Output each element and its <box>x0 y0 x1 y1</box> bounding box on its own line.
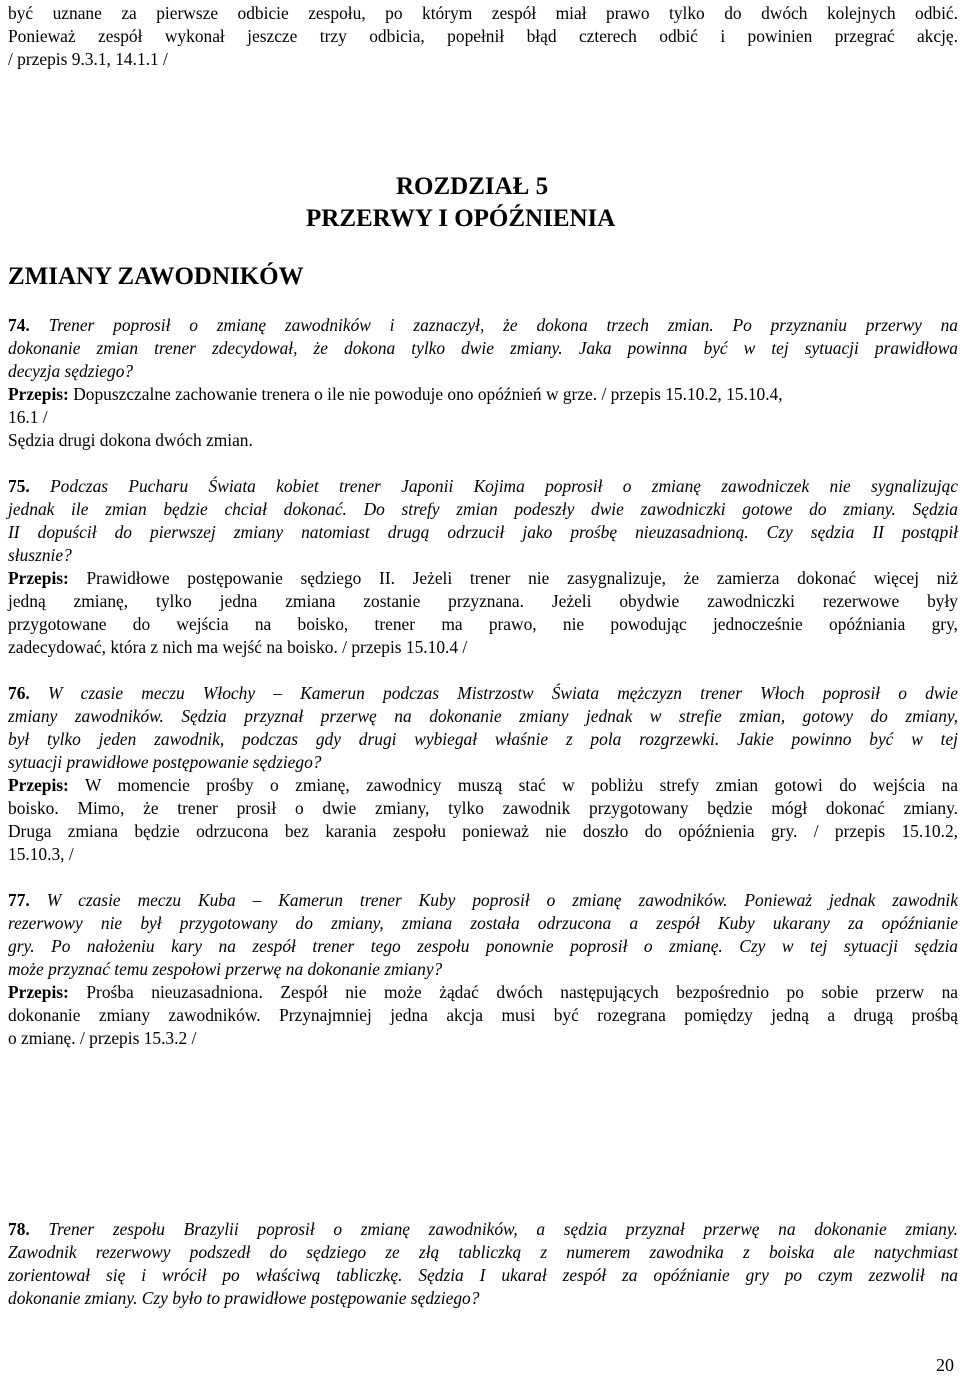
rule-label: Przepis: <box>8 775 69 795</box>
answer-76-line-1 <box>8 774 958 797</box>
question-75-line-4: słusznie? <box>8 545 72 565</box>
question-75-line-2: jednak ile zmian będzie chciał dokonać. Do strefy zmian podeszły dwie zawodniczki gotowe do zmiany. Sędzia <box>8 499 958 519</box>
rule-label: Przepis: <box>8 568 69 588</box>
answer-74-line-2: 16.1 / <box>8 407 48 427</box>
question-number: 75. <box>8 476 30 496</box>
answer-75-line-1 <box>8 567 958 590</box>
rule-label: Przepis: <box>8 384 69 404</box>
answer-77-line-3: o zmianę. / przepis 15.3.2 / <box>8 1028 197 1048</box>
question-number: 76. <box>8 683 30 703</box>
page-number: 20 <box>936 1355 954 1375</box>
question-number: 74. <box>8 315 30 335</box>
question-78-line-3: zorientował się i wrócił po właściwą tabliczkę. Sędzia I ukarał zespół za opóźnianie gry po czym zezwolił na <box>8 1265 958 1285</box>
question-text: W czasie meczu Kuba – Kamerun trener Kuby poprosił o zmianę zawodników. Ponieważ jednak zawodnik <box>46 890 958 910</box>
answer-text: Prawidłowe postępowanie sędziego II. Jeżeli trener nie zasygnalizuje, że zamierza dokonać więcej niż <box>86 568 958 588</box>
question-75-line-1 <box>8 475 958 498</box>
question-76-line-3: był tylko jeden zawodnik, podczas gdy drugi wybiegał właśnie z pola rozgrzewki. Jakie powinno być w tej <box>8 729 958 749</box>
answer-76-line-2: boisko. Mimo, że trener prosił o dwie zmiany, tylko zawodnik przygotowany będzie mógł dokonać zmiany. <box>8 798 958 818</box>
question-text: W czasie meczu Włochy – Kamerun podczas Mistrzostw Świata mężczyzn trener Włoch poprosił o dwie <box>47 683 958 703</box>
question-number: 78. <box>8 1219 30 1239</box>
answer-74-line-1 <box>8 383 958 406</box>
chapter-number: ROZDZIAŁ 5 <box>396 173 549 200</box>
question-77-line-4: może przyznać temu zespołowi przerwę na dokonanie zmiany? <box>8 959 443 979</box>
question-text: Trener poprosił o zmianę zawodników i zaznaczył, że dokona trzech zmian. Po przyznaniu przerwy na <box>48 315 958 335</box>
question-75-line-3: II dopuścił do pierwszej zmiany natomiast drugą odrzucił jako prośbę nieuzasadnioną. Czy sędzia II postąpił <box>8 522 958 542</box>
intro-line-2: Ponieważ zespół wykonał jeszcze trzy odbicia, popełnił błąd czterech odbić i powinien przegrać akcję. <box>8 26 958 46</box>
answer-text: Prośba nieuzasadniona. Zespół nie może żądać dwóch następujących bezpośrednio po sobie przerw na <box>86 982 958 1002</box>
question-77-line-2: rezerwowy nie był przygotowany do zmiany, zmiana została odrzucona a zespół Kuby ukarany za opóźnianie <box>8 913 958 933</box>
question-77-line-3: gry. Po nałożeniu kary na zespół trener tego zespołu ponownie poprosił o zmianę. Czy w tej sytuacji sędzia <box>8 936 958 956</box>
question-76-line-2: zmiany zawodników. Sędzia przyznał przerwę na dokonanie zmiany jednak w strefie zmian, gotowy do zmiany, <box>8 706 958 726</box>
question-76-line-4: sytuacji prawidłowe postępowanie sędziego? <box>8 752 322 772</box>
answer-76-line-4: 15.10.3, / <box>8 844 74 864</box>
answer-77-line-1 <box>8 981 958 1004</box>
section-title: ZMIANY ZAWODNIKÓW <box>8 263 304 290</box>
question-number: 77. <box>8 890 30 910</box>
question-74-line-3: decyzja sędziego? <box>8 361 134 381</box>
answer-text: W momencie prośby o zmianę, zawodnicy muszą stać w pobliżu strefy zmian gotowi do wejścia na <box>84 775 958 795</box>
rule-label: Przepis: <box>8 982 69 1002</box>
answer-77-line-2: dokonanie zmiany zawodników. Przynajmniej jedna akcja musi być rozegrana pomiędzy jedną a drugą prośbą <box>8 1005 958 1025</box>
intro-line-1: być uznane za pierwsze odbicie zespołu, po którym zespół miał prawo tylko do dwóch kolejnych odbić. <box>8 3 958 23</box>
question-74-line-1 <box>8 314 958 337</box>
answer-74-line-3: Sędzia drugi dokona dwóch zmian. <box>8 430 253 450</box>
question-78-line-2: Zawodnik rezerwowy podszedł do sędziego ze złą tabliczką z numerem zawodnika z boiska ale natychmiast <box>8 1242 958 1262</box>
chapter-title: PRZERWY I OPÓŹNIENIA <box>306 205 616 232</box>
intro-rule-reference: / przepis 9.3.1, 14.1.1 / <box>8 49 168 69</box>
answer-75-line-4: zadecydować, która z nich ma wejść na boisko. / przepis 15.10.4 / <box>8 637 468 657</box>
question-text: Podczas Pucharu Świata kobiet trener Japonii Kojima poprosił o zmianę zawodniczek nie sygnalizując <box>50 476 958 496</box>
answer-text: Dopuszczalne zachowanie trenera o ile nie powoduje ono opóźnień w grze. / przepis 15.10.2, 15.10.4, <box>73 384 783 404</box>
question-77-line-1 <box>8 889 958 912</box>
question-text: Trener zespołu Brazylii poprosił o zmianę zawodników, a sędzia przyznał przerwę na dokonanie zmiany. <box>48 1219 958 1239</box>
question-76-line-1 <box>8 682 958 705</box>
question-78-line-4: dokonanie zmiany. Czy było to prawidłowe postępowanie sędziego? <box>8 1288 480 1308</box>
question-78-line-1 <box>8 1218 958 1241</box>
question-74-line-2: dokonanie zmian trener zdecydował, że dokona tylko dwie zmiany. Jaka powinna być w tej sytuacji prawidłowa <box>8 338 958 358</box>
answer-75-line-2: jedną zmianę, tylko jedna zmiana zostanie przyznana. Jeżeli obydwie zawodniczki rezerwowe były <box>8 591 958 611</box>
answer-75-line-3: przygotowane do wejścia na boisko, trener ma prawo, nie powodując jednocześnie opóźniania gry, <box>8 614 958 634</box>
answer-76-line-3: Druga zmiana będzie odrzucona bez karania zespołu ponieważ nie doszło do opóźnienia gry. / przepis 15.10.2, <box>8 821 958 841</box>
